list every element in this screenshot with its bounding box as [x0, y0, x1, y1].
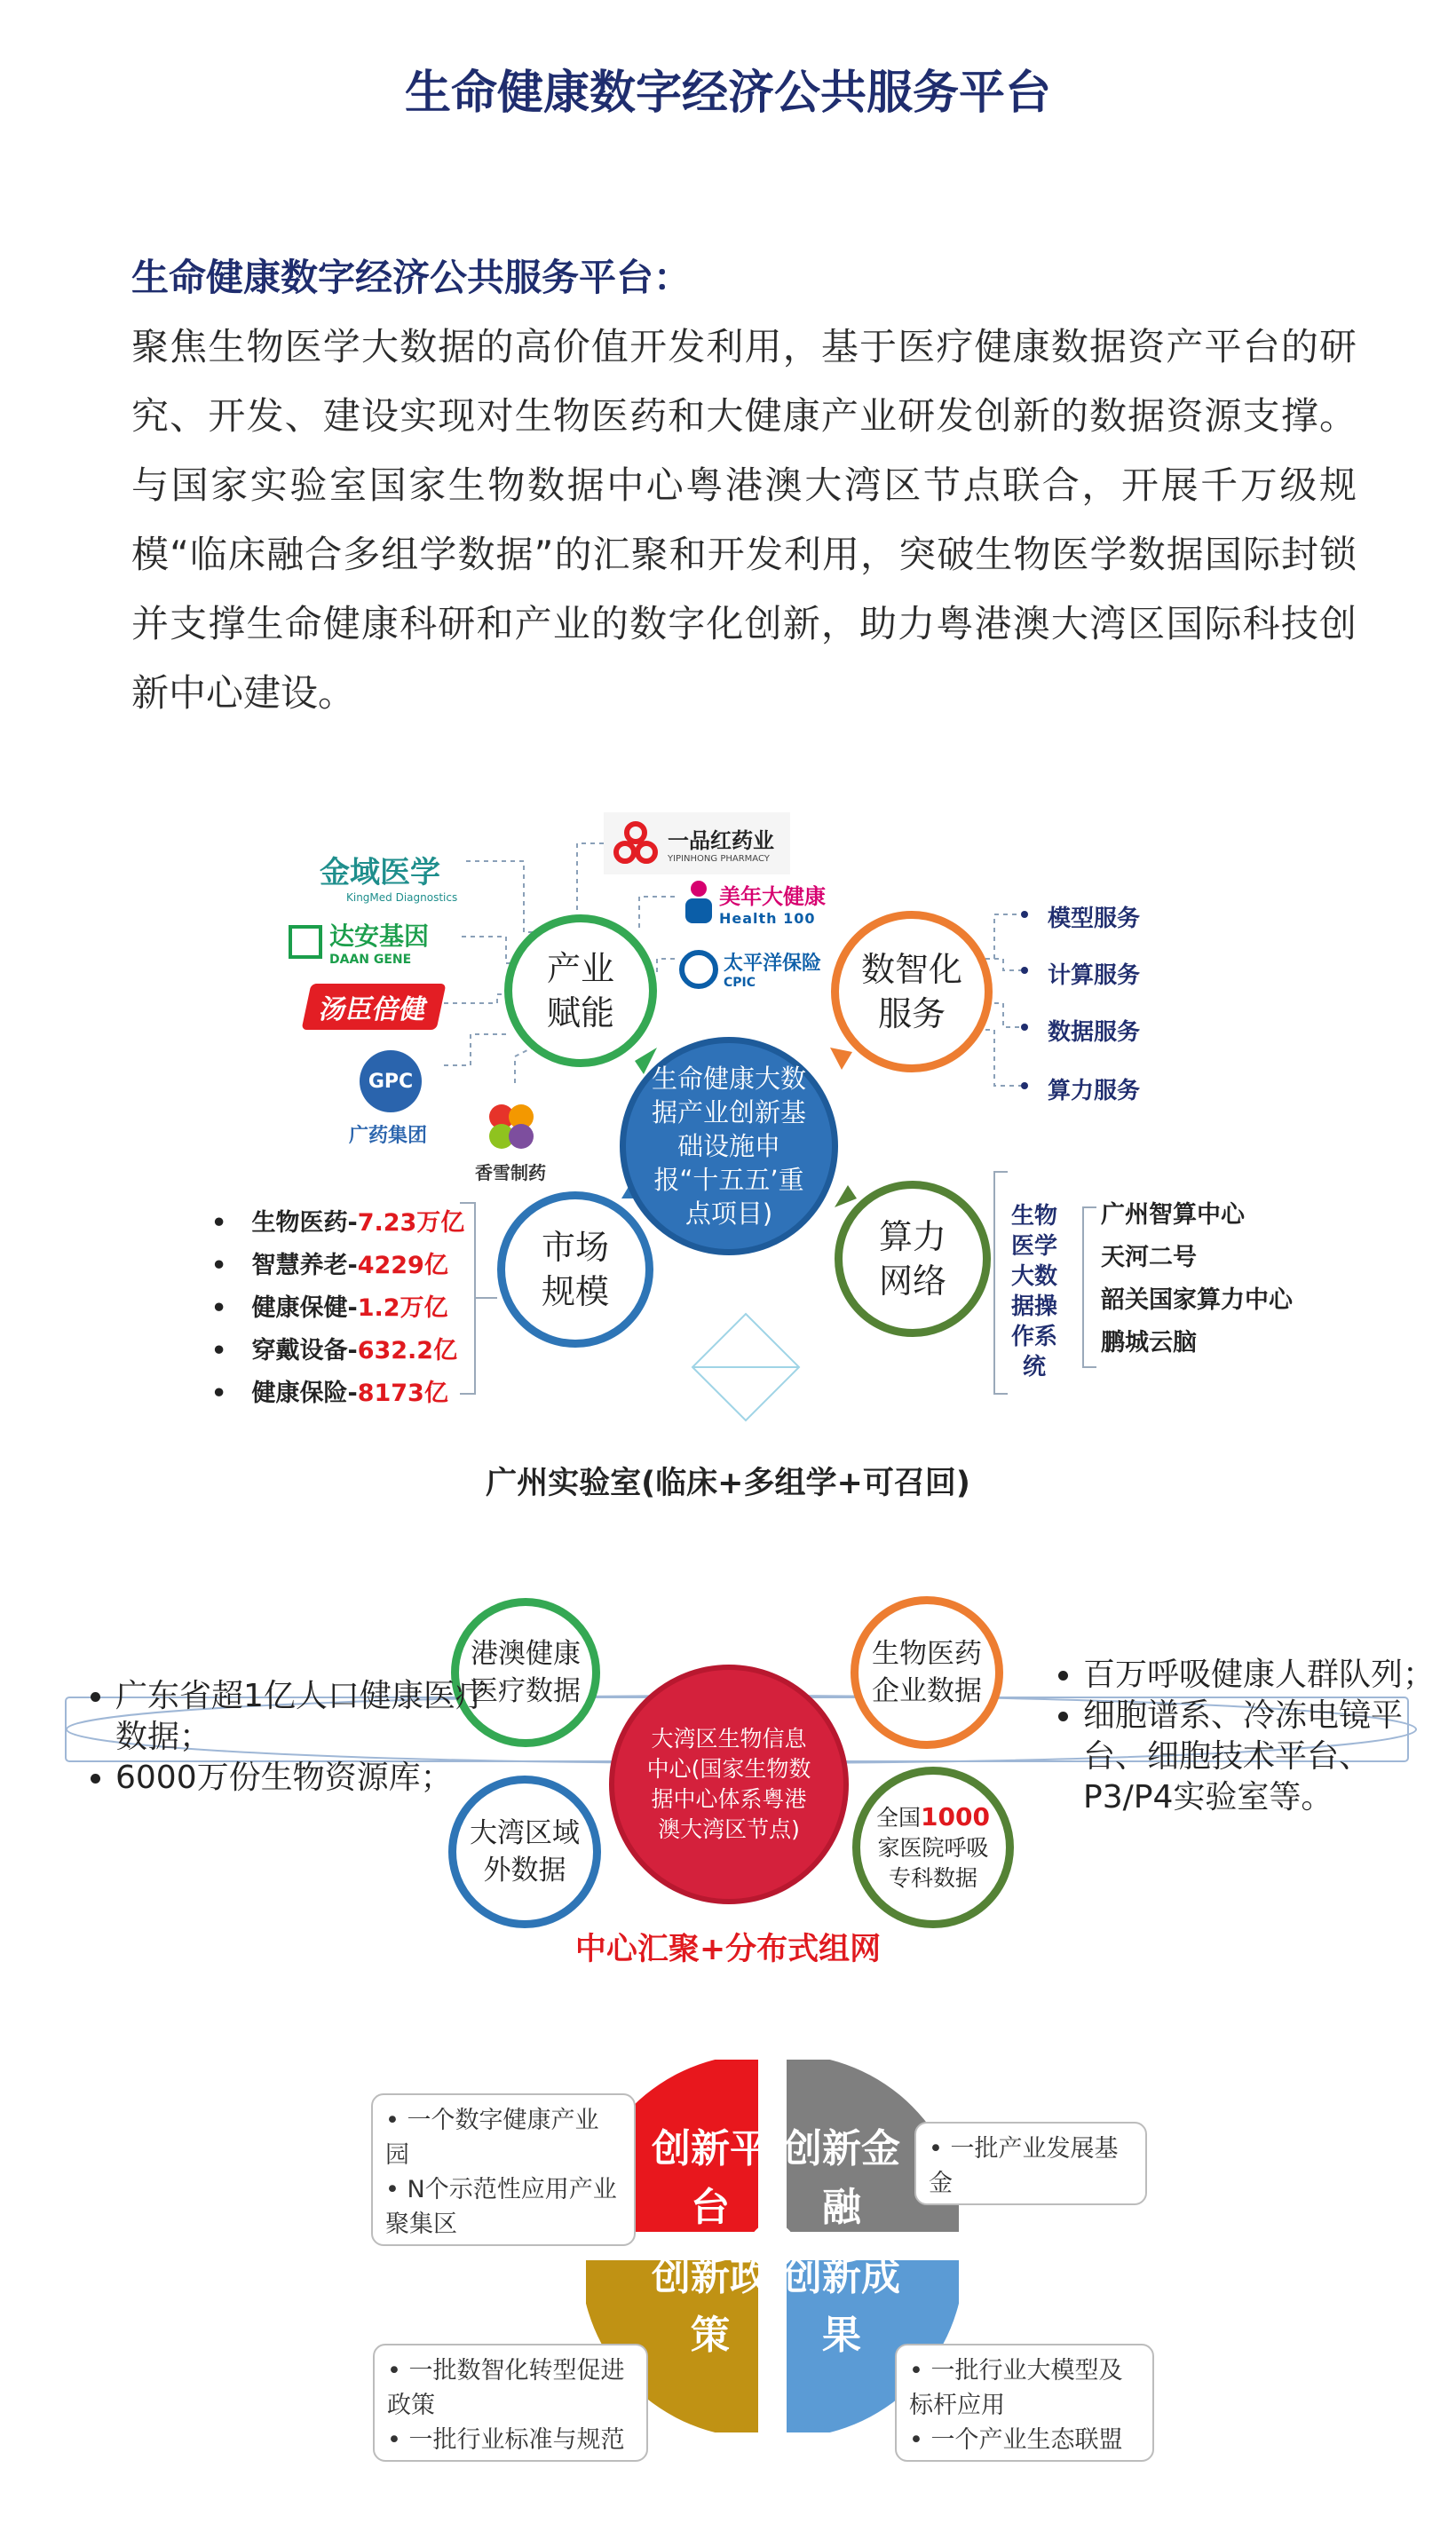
- hospital-circle: 全国1000家医院呼吸专科数据: [852, 1767, 1014, 1928]
- box-item: • 一个产业生态联盟: [909, 2426, 1123, 2454]
- policy-label: 创新政策: [652, 2254, 769, 2358]
- service-item: 算力服务: [1048, 1078, 1141, 1104]
- meinian-logo: 美年大健康 Health 100: [684, 879, 826, 927]
- os-label: 生物医学大数据操作系统: [1010, 1203, 1057, 1380]
- meinian-icon: [684, 881, 714, 925]
- box-item: • 一批行业标准与规范: [387, 2426, 625, 2454]
- market-item: • 智慧养老-4229亿: [211, 1252, 448, 1279]
- box-item: • 一个数字健康产业园: [385, 2107, 599, 2169]
- intro-body: 聚焦生物医学大数据的高价值开发利用，基于医疗健康数据资产平台的研究、开发、建设实现对生物医药和大健康产业研发创新的数据资源支撑。与国家实验室国家生物数据中心粤港澳大湾区节点联合，开展千万级规模“临床融合多组学数据”的汇聚和开发利用，突破生物医学数据国际封锁并支撑生命健康科研和产业的数字化创新，助力粤港澳大湾区国际科技创新中心建设。: [131, 325, 1357, 715]
- left-list-item: • 6000万份生物资源库；: [115, 1758, 488, 1799]
- bio-enterprise-circle: 生物医药企业数据: [851, 1596, 1003, 1749]
- top-right-box: [914, 2122, 1147, 2205]
- daan-mark-icon: [289, 925, 322, 959]
- yipin-icon: [611, 819, 661, 868]
- market-item: • 健康保健-1.2万亿: [211, 1294, 448, 1322]
- finance-label: 创新金融: [783, 2126, 900, 2230]
- service-item: 模型服务: [1048, 906, 1141, 932]
- market-item: • 健康保险-8173亿: [211, 1380, 448, 1407]
- external-circle: 大湾区域外数据: [448, 1776, 601, 1928]
- cpic-logo: 太平洋保险 CPIC: [679, 948, 821, 990]
- cpic-icon: [679, 950, 718, 989]
- compute-centers-list: [1101, 1195, 1293, 1365]
- industry-circle: 产业赋能: [504, 914, 657, 1067]
- left-list: [62, 1676, 488, 1799]
- hk-macau-circle: 港澳健康医疗数据: [451, 1598, 600, 1747]
- bottom-left-box: [373, 2344, 648, 2462]
- right-list: [1030, 1655, 1456, 1818]
- right-list-item: • 百万呼吸健康人群队列；: [1083, 1655, 1456, 1696]
- digital-circle: 数智化服务: [831, 911, 993, 1072]
- box-item: • 一批产业发展基金: [929, 2135, 1119, 2197]
- service-item: 计算服务: [1048, 962, 1141, 989]
- yipin-logo: 一品红药业 YIPINHONG PHARMACY: [604, 812, 790, 874]
- right-list-item: • 细胞谱系、冷冻电镜平台、细胞技术平台、P3/P4实验室等。: [1083, 1696, 1456, 1818]
- gpc-icon: GPC: [360, 1050, 422, 1112]
- page-title: 生命健康数字经济公共服务平台: [404, 67, 1051, 120]
- market-item: • 穿戴设备-632.2亿: [211, 1337, 458, 1364]
- box-item: • N个示范性应用产业聚集区: [385, 2176, 617, 2238]
- box-item: • 一批行业大模型及标杆应用: [909, 2357, 1123, 2419]
- compute-center-item: 鹏城云脑: [1101, 1329, 1197, 1357]
- services-list: [1048, 900, 1140, 1129]
- kingmed-logo: 金域医学 KingMed Diagnostics: [320, 855, 458, 904]
- compute-center-item: 韶关国家算力中心: [1101, 1286, 1293, 1314]
- gpc-label: 广药集团: [349, 1125, 428, 1147]
- bio-info-center-circle: 大湾区生物信息中心(国家生物数据中心体系粤港澳大湾区节点): [609, 1665, 849, 1904]
- market-list: [211, 1203, 464, 1416]
- service-item: 数据服务: [1048, 1019, 1141, 1046]
- left-list-item: • 广东省超1亿人口健康医疗数据；: [115, 1676, 488, 1758]
- intro-heading: 生命健康数字经济公共服务平台：: [131, 256, 692, 299]
- bottom-right-box: [895, 2344, 1154, 2462]
- center-circle: 生命健康大数据产业创新基础设施申报“十五五’重点项目): [620, 1037, 838, 1255]
- top-left-box: [371, 2093, 636, 2246]
- xiangxue-icon: [484, 1099, 539, 1154]
- diagram1-caption: 广州实验室(临床+多组学+可召回): [486, 1466, 970, 1501]
- results-label: 创新成果: [783, 2254, 900, 2358]
- xiangxue-label: 香雪制药: [475, 1162, 546, 1183]
- tangchen-logo: 汤臣倍健: [301, 984, 446, 1030]
- diagram2-caption: 中心汇聚+分布式组网: [574, 1932, 882, 1967]
- box-item: • 一批数智化转型促进政策: [387, 2357, 625, 2419]
- daan-logo: 达安基因 DAAN GENE: [289, 917, 429, 967]
- platform-label: 创新平台: [652, 2126, 769, 2230]
- compute-center-item: 广州智算中心: [1101, 1201, 1245, 1229]
- market-item: • 生物医药-7.23万亿: [211, 1209, 465, 1237]
- compute-center-item: 天河二号: [1101, 1244, 1197, 1271]
- compute-circle: 算力网络: [835, 1181, 991, 1337]
- market-circle: 市场规模: [497, 1191, 653, 1348]
